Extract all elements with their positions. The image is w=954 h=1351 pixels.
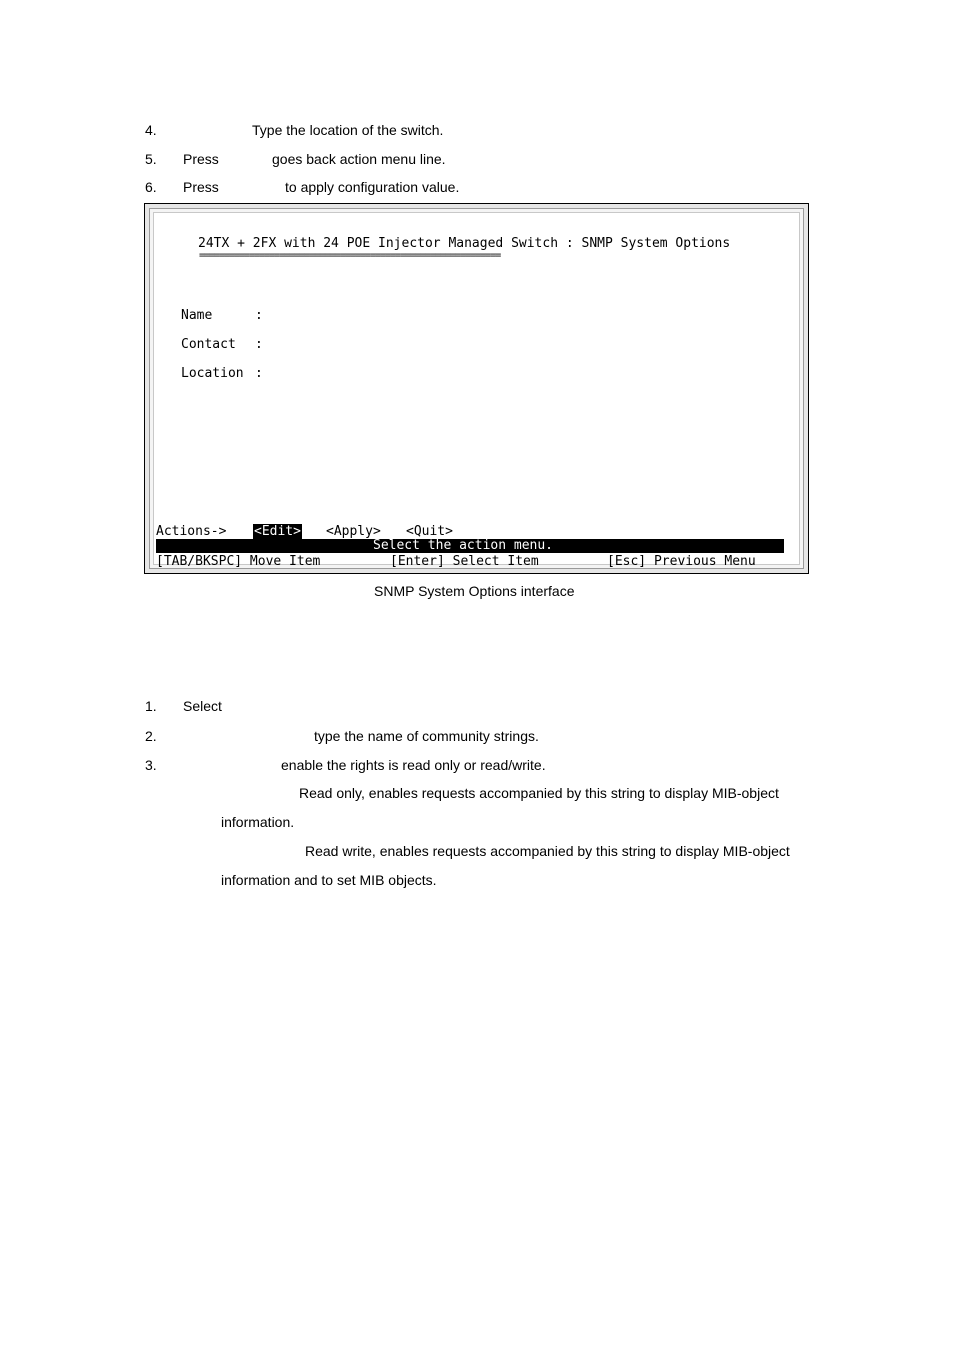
figure-caption: SNMP System Options interface [374,583,575,599]
step-number: 3. [145,757,157,773]
action-apply-button[interactable]: <Apply> [326,524,381,539]
hint-move-item: [TAB/BKSPC] Move Item [156,554,321,569]
step-text: Select [183,698,222,714]
step-text: goes back action menu line. [272,151,446,167]
field-label-location: Location [181,366,244,381]
field-label-name: Name [181,308,213,323]
terminal-title: 24TX + 2FX with 24 POE Injector Managed Switch : SNMP System Options [198,236,731,251]
step-number: 4. [145,122,157,138]
terminal-title-rule: ============================================================ [199,250,501,261]
note-read-only-cont: information. [221,814,295,830]
step-number: 1. [145,698,157,714]
note-read-write-cont: information and to set MIB objects. [221,872,437,888]
field-label-contact: Contact [181,337,236,352]
step-text: Type the location of the switch. [252,122,444,138]
action-quit-button[interactable]: <Quit> [406,524,453,539]
step-text: to apply configuration value. [285,179,460,195]
step-number: 2. [145,728,157,744]
terminal-screen [153,212,800,569]
status-bar [156,539,784,553]
step-number: 5. [145,151,157,167]
field-separator: : [255,366,263,381]
note-read-write: Read write, enables requests accompanied by this string to display MIB-object [305,843,790,859]
status-message: Select the action menu. [373,538,554,553]
field-separator: : [255,337,263,352]
step-text: enable the rights is read only or read/write. [281,757,546,773]
hint-select-item: [Enter] Select Item [390,554,539,569]
action-edit-button[interactable]: <Edit> [254,524,301,539]
terminal-bezel [149,208,804,569]
actions-label: Actions-> [156,524,227,539]
hint-previous-menu: [Esc] Previous Menu [607,554,756,569]
step-text: type the name of community strings. [314,728,539,744]
note-read-only: Read only, enables requests accompanied by this string to display MIB-object [299,785,779,801]
field-separator: : [255,308,263,323]
step-lead: Press [183,151,219,167]
step-number: 6. [145,179,157,195]
step-lead: Press [183,179,219,195]
terminal-screenshot [144,203,809,574]
